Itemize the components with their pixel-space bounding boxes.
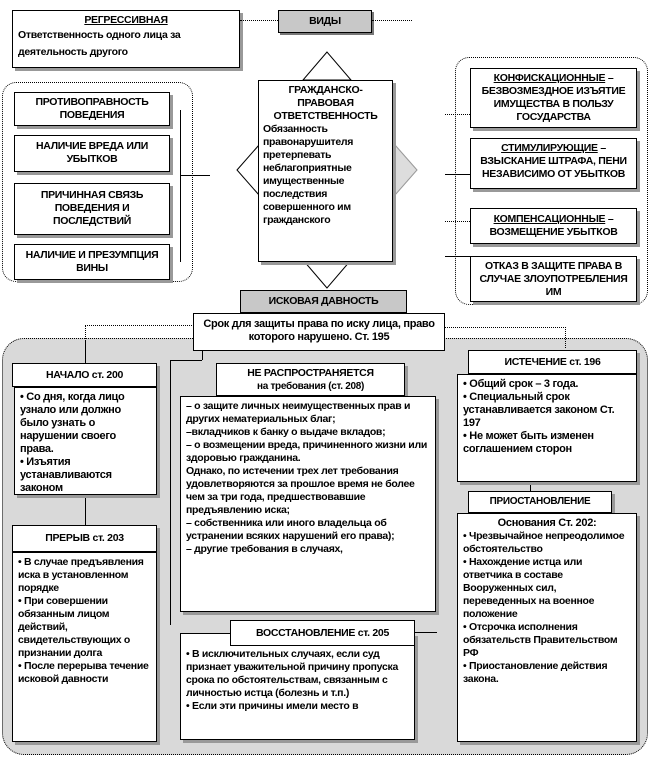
regressive-box [12, 10, 240, 68]
connector [85, 325, 196, 341]
suspension-body [457, 513, 637, 742]
connector [170, 360, 171, 625]
connector [240, 20, 278, 21]
connector [180, 110, 181, 262]
not-applicable-body [180, 396, 436, 612]
condition-box: ПРОТИВОПРАВНОСТЬ ПОВЕДЕНИЯ [14, 92, 170, 126]
connector [445, 221, 470, 222]
interruption-header: ПРЕРЫВ ст. 203 [12, 525, 157, 552]
list-item: • Приостановление действия закона. [463, 660, 608, 685]
list-item: • Не может быть изменен соглашением сторон [463, 430, 594, 455]
list-item: • Специальный срок устанавливается законом Ст. 197 [463, 391, 615, 429]
condition-box: ПРИЧИННАЯ СВЯЗЬ ПОВЕДЕНИЯ И ПОСЛЕДСТВИЙ [14, 183, 170, 235]
regressive-title: РЕГРЕССИВНАЯ [84, 14, 168, 26]
list-item: • Если эти причины имели место в [186, 700, 359, 712]
type-text: – БЕЗВОЗМЕЗДНОЕ ИЗЪЯТИЕ ИМУЩЕСТВА В ПОЛЬЗУ ГОСУДАРСТВА [481, 72, 626, 123]
list-item: – о защите личных неимущественных прав и других нематериальных благ; [186, 400, 411, 425]
civil-liability-box [258, 80, 393, 262]
type-text: ОТКАЗ В ЗАЩИТЕ ПРАВА В СЛУЧАЕ ЗЛОУПОТРЕБЛЕНИЯ ИМ [479, 260, 628, 298]
regressive-text: Ответственность одного лица за деятельность другого [18, 29, 181, 58]
type-name: КОМПЕНСАЦИОННЫЕ [493, 213, 606, 225]
expiry-header: ИСТЕЧЕНИЕ ст. 196 [468, 350, 637, 374]
type-box [470, 208, 637, 244]
list-item: – другие требования в случаях, [186, 543, 343, 555]
type-name: КОНФИСКАЦИОННЫЕ [493, 72, 606, 84]
connector [180, 175, 210, 176]
civil-liability-text: Обязанность правонарушителя претерпевать неблагоприятные имущественные последствия совершенного им гражданского [263, 123, 354, 226]
expiry-body [457, 374, 637, 482]
type-box [470, 68, 637, 128]
connector [445, 327, 566, 348]
condition-box: НАЛИЧИЕ И ПРЕЗУМПЦИЯ ВИНЫ [14, 244, 170, 280]
not-applicable-subtitle: на требования (ст. 208) [256, 381, 365, 392]
connector [445, 174, 470, 175]
type-box [470, 138, 637, 189]
list-item: • Со дня, когда лицо узнало или должно было узнать о нарушении своего права. [20, 391, 125, 455]
list-item: • Нахождение истца или ответчика в составе Вооруженных сил, переведенных на военное положение [463, 556, 595, 620]
list-item: – о возмещении вреда, причиненного жизни или здоровью гражданина. [186, 439, 427, 464]
type-text: – ВЗЫСКАНИЕ ШТРАФА, ПЕНИ НЕЗАВИСИМО ОТ УБЫТКОВ [480, 142, 627, 180]
list-item: – собственника или иного владельца об устранении всяких нарушений его права); [186, 517, 395, 542]
list-item: • При совершении обязанным лицом действий, свидетельствующих о признании долга [18, 595, 130, 659]
restoration-body [180, 633, 415, 740]
connector [445, 256, 470, 257]
type-box [470, 256, 637, 302]
connector [445, 114, 470, 115]
restoration-header: ВОССТАНОВЛЕНИЕ ст. 205 [230, 620, 415, 646]
connector [372, 20, 412, 21]
not-applicable-header [216, 363, 405, 396]
list-item: • Изъятия устанавливаются законом [20, 456, 112, 494]
civil-liability-title: ГРАЖДАНСКО-ПРАВОВАЯ ОТВЕТСТВЕННОСТЬ [273, 84, 378, 122]
start-header: НАЧАЛО ст. 200 [12, 363, 157, 387]
connector [170, 360, 202, 361]
interruption-body [12, 552, 157, 742]
start-body [14, 387, 157, 495]
condition-box: НАЛИЧИЕ ВРЕДА ИЛИ УБЫТКОВ [14, 135, 170, 172]
suspension-head: Основания Ст. 202: [497, 517, 597, 529]
type-text: – ВОЗМЕЩЕНИЕ УБЫТКОВ [489, 213, 618, 238]
limitation-header: ИСКОВАЯ ДАВНОСТЬ [240, 290, 407, 313]
connector [415, 632, 437, 633]
list-item: • Чрезвычайное непреодолимое обстоятельство [463, 530, 625, 555]
not-applicable-title: НЕ РАСПРОСТРАНЯЕТСЯ [247, 367, 374, 379]
list-item: • Общий срок – 3 года. [463, 378, 579, 390]
list-item: Однако, по истечении трех лет требования удовлетворяются за прошлое время не более чем за три года, предшествовавшие предъявлению иска; [186, 465, 415, 516]
type-name: СТИМУЛИРУЮЩИЕ [501, 142, 598, 154]
types-header: ВИДЫ [278, 10, 372, 33]
limitation-definition: Срок для защиты права по иску лица, право которого нарушено. Ст. 195 [193, 313, 445, 351]
suspension-header: ПРИОСТАНОВЛЕНИЕ [468, 491, 612, 513]
list-item: • В исключительных случаях, если суд признает уважительной причину пропуска срока по обстоятельствам, связанным с личностью истца (болезнь и т.п.) [186, 648, 398, 699]
list-item: • После перерыва течение исковой давности [18, 660, 149, 685]
list-item: • Отсрочка исполнения обязательств Правительством РФ [463, 621, 618, 659]
list-item: • В случае предъявления иска в установленном порядке [18, 556, 144, 594]
list-item: –вкладчиков к банку о выдаче вкладов; [186, 426, 386, 438]
connector [202, 350, 203, 360]
